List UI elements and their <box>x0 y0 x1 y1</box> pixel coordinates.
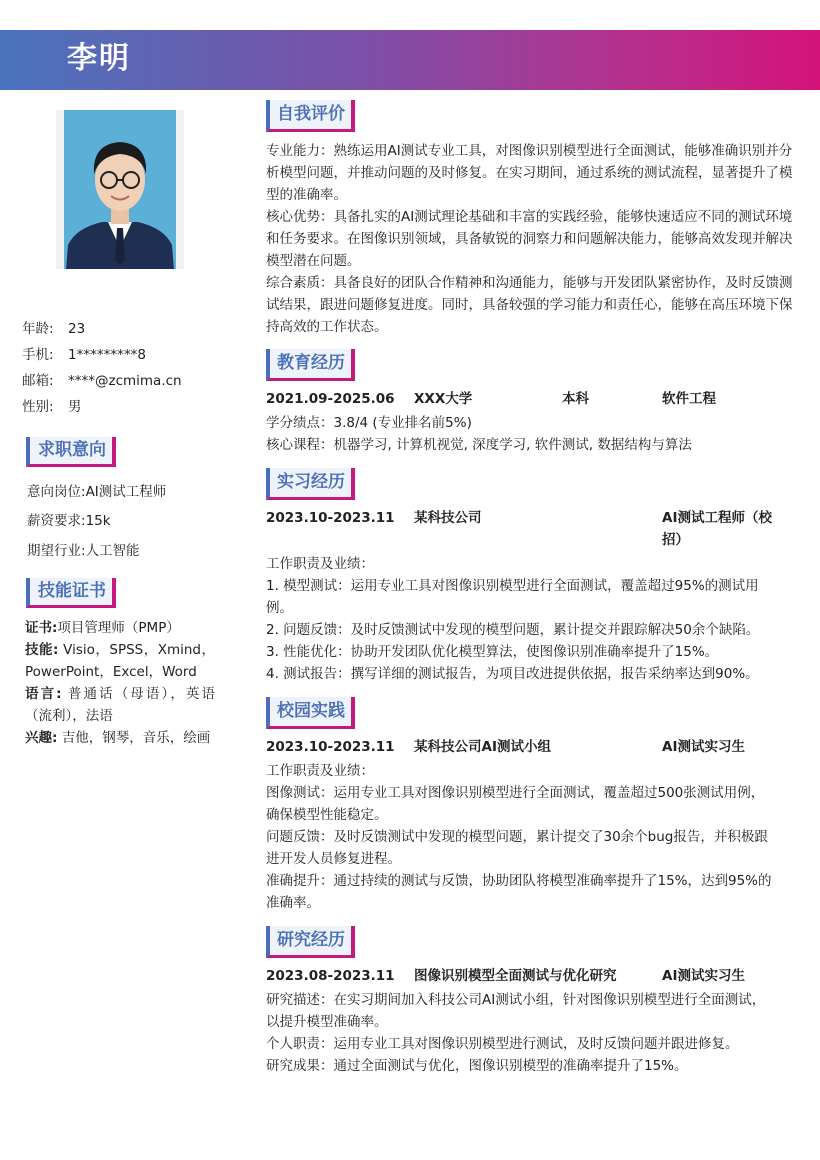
campus-line: 准确率。 <box>266 895 320 911</box>
skills-list <box>25 617 215 749</box>
profile-photo <box>56 110 184 269</box>
self-eval-paragraph: 综合素质：具备良好的团队合作精神和沟通能力，能够与开发团队紧密协作，及时反馈测试结果，跟进问题修复进度。同时，具备较强的学习能力和责任心，能够在高压环境下保持高效的工作状态。 <box>266 275 793 335</box>
campus-heading: 校园实践 <box>266 697 355 729</box>
research-line: 研究描述：在实习期间加入科技公司AI测试小组，针对图像识别模型进行全面测试， <box>266 992 766 1008</box>
job-intent-salary-value: 15k <box>85 513 111 529</box>
job-intent-salary <box>27 511 111 531</box>
campus-line: 图像测试：运用专业工具对图像识别模型进行全面测试，覆盖超过500张测试用例， <box>266 785 765 801</box>
info-gender-value: 男 <box>68 399 82 415</box>
info-age-value: 23 <box>68 321 86 337</box>
job-intent-industry <box>27 541 140 561</box>
skill-hobby <box>25 727 215 749</box>
job-intent-position <box>27 482 166 502</box>
skill-certificate-value: 项目管理师（PMP） <box>57 620 180 636</box>
campus-intro: 工作职责及业绩： <box>266 763 374 779</box>
education-heading: 教育经历 <box>266 349 355 381</box>
info-email-value: ****@zcmima.cn <box>68 373 182 389</box>
self-eval-paragraph: 核心优势：具备扎实的AI测试理论基础和丰富的实践经验，能够快速适应不同的测试环境和任务要求。在图像识别领域，具备敏锐的洞察力和问题解决能力，能够高效发现并解决模型潜在问题。 <box>266 209 793 269</box>
education-summary-row <box>266 388 796 410</box>
internship-line: 4. 测试报告：撰写详细的测试报告，为项目改进提供依据，报告采纳率达到90%。 <box>266 666 759 682</box>
education-school: XXX大学 <box>414 391 473 407</box>
info-phone <box>22 345 146 365</box>
self-eval-heading: 自我评价 <box>266 100 355 132</box>
internship-line: 2. 问题反馈：及时反馈测试中发现的模型问题，累计提交并跟踪解决50余个缺陷。 <box>266 622 760 638</box>
job-intent-position-label: 意向岗位: <box>27 484 86 500</box>
info-email-label: 邮箱: <box>22 373 54 389</box>
research-heading: 研究经历 <box>266 926 355 958</box>
internship-line: 3. 性能优化：协助开发团队优化模型算法，使图像识别准确率提升了15%。 <box>266 644 719 660</box>
campus-line: 进开发人员修复进程。 <box>266 851 401 867</box>
research-line: 以提升模型准确率。 <box>266 1014 388 1030</box>
info-age <box>22 319 85 339</box>
campus-summary-row <box>266 736 796 758</box>
self-eval-paragraph: 专业能力：熟练运用AI测试专业工具，对图像识别模型进行全面测试，能够准确识别并分析模型问题，并推动问题的及时修复。在实习期间，通过系统的测试流程，显著提升了模型的准确率。 <box>266 143 793 203</box>
info-gender-label: 性别: <box>22 399 54 415</box>
campus-line: 问题反馈：及时反馈测试中发现的模型问题，累计提交了30余个bug报告，并积极跟 <box>266 829 768 845</box>
internship-line: 例。 <box>266 600 293 616</box>
skill-tools <box>25 639 215 683</box>
research-line: 个人职责：运用专业工具对图像识别模型进行测试，及时反馈问题并跟进修复。 <box>266 1036 739 1052</box>
self-eval-body <box>266 140 796 338</box>
education-degree: 本科 <box>562 391 589 407</box>
skill-certificate <box>25 617 215 639</box>
campus-line: 确保模型性能稳定。 <box>266 807 388 823</box>
info-phone-value: 1*********8 <box>68 347 146 363</box>
research-period: 2023.08-2023.11 <box>266 968 395 984</box>
job-intent-position-value: AI测试工程师 <box>85 484 167 500</box>
research-line: 研究成果：通过全面测试与优化，图像识别模型的准确率提升了15%。 <box>266 1058 688 1074</box>
internship-summary-row <box>266 507 796 548</box>
internship-period: 2023.10-2023.11 <box>266 510 395 526</box>
education-major: 软件工程 <box>662 391 716 407</box>
info-phone-label: 手机: <box>22 347 54 363</box>
research-project: 图像识别模型全面测试与优化研究 <box>414 968 617 984</box>
skill-tools-label: 技能: <box>25 642 59 658</box>
education-period: 2021.09-2025.06 <box>266 391 395 407</box>
skill-language-label: 语言: <box>25 686 62 702</box>
skill-language <box>25 683 215 727</box>
job-intent-industry-value: 人工智能 <box>85 543 140 559</box>
research-summary-row <box>266 965 796 987</box>
campus-role: AI测试实习生 <box>662 739 745 755</box>
job-intent-heading: 求职意向 <box>26 437 116 467</box>
skill-hobby-value: 吉他，钢琴，音乐，绘画 <box>57 730 211 746</box>
info-gender <box>22 397 82 417</box>
skills-heading: 技能证书 <box>26 578 116 608</box>
campus-line: 准确提升：通过持续的测试与反馈，协助团队将模型准确率提升了15%，达到95%的 <box>266 873 772 889</box>
candidate-name: 李明 <box>67 41 131 76</box>
job-intent-salary-label: 薪资要求: <box>27 513 86 529</box>
skill-language-value: 普通话（母语），英语（流利），法语 <box>25 686 215 724</box>
research-role: AI测试实习生 <box>662 968 745 984</box>
internship-role-cont: 招） <box>662 532 689 548</box>
skill-certificate-label: 证书: <box>25 620 58 636</box>
education-courses: 核心课程：机器学习, 计算机视觉, 深度学习, 软件测试, 数据结构与算法 <box>266 437 692 453</box>
skill-hobby-label: 兴趣: <box>25 730 58 746</box>
internship-intro: 工作职责及业绩： <box>266 556 374 572</box>
info-age-label: 年龄: <box>22 321 54 337</box>
info-email <box>22 371 182 391</box>
internship-role: AI测试工程师（校 <box>662 510 772 526</box>
internship-line: 1. 模型测试：运用专业工具对图像识别模型进行全面测试，覆盖超过95%的测试用 <box>266 578 759 594</box>
skill-tools-value: Visio，SPSS，Xmind，PowerPoint，Excel，Word <box>25 642 215 680</box>
internship-heading: 实习经历 <box>266 468 355 500</box>
education-gpa: 学分绩点：3.8/4 (专业排名前5%) <box>266 415 472 431</box>
header-banner <box>0 30 820 90</box>
internship-company: 某科技公司 <box>414 510 482 526</box>
campus-period: 2023.10-2023.11 <box>266 739 395 755</box>
campus-org: 某科技公司AI测试小组 <box>414 739 551 755</box>
job-intent-industry-label: 期望行业: <box>27 543 86 559</box>
avatar-illustration <box>56 110 184 269</box>
